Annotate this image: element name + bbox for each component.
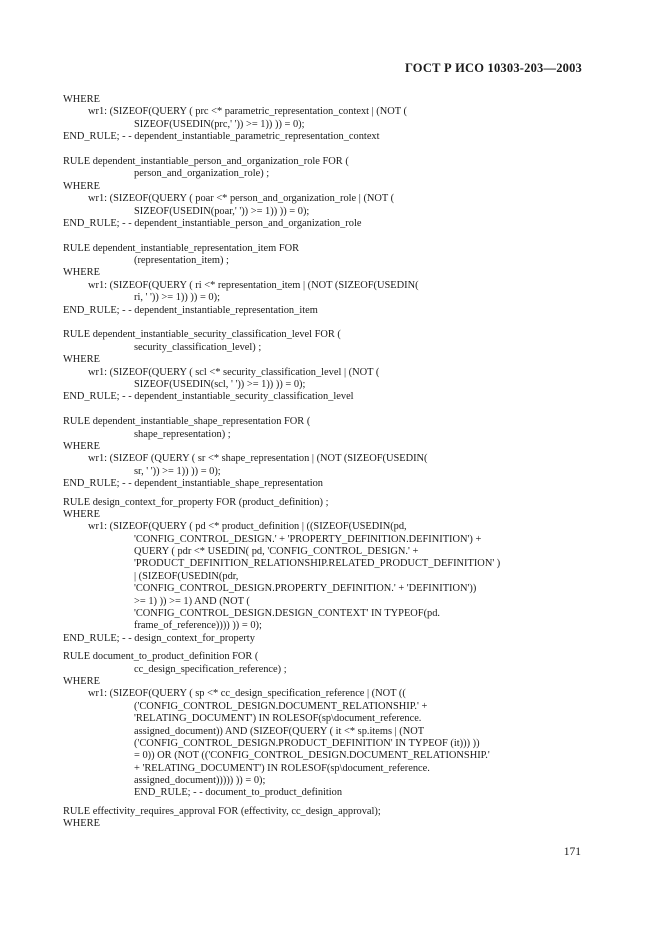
code-line: + 'RELATING_DOCUMENT') IN ROLESOF(sp\document_reference. [134, 762, 430, 774]
code-line: 'PRODUCT_DEFINITION_RELATIONSHIP.RELATED_PRODUCT_DEFINITION' ) [134, 558, 501, 570]
page-header-standard: ГОСТ Р ИСО 10303-203—2003 [404, 61, 582, 75]
code-line: shape_representation) ; [134, 428, 231, 440]
code-line: wr1: (SIZEOF(QUERY ( prc <* parametric_representation_context | (NOT ( [88, 106, 407, 118]
code-line: RULE dependent_instantiable_security_classification_level FOR ( [63, 329, 341, 341]
code-line: END_RULE; - - dependent_instantiable_security_classification_level [63, 391, 354, 403]
code-line: RULE document_to_product_definition FOR ( [63, 651, 259, 663]
code-line: frame_of_reference)))) )) = 0); [134, 620, 262, 632]
code-line: END_RULE; - - dependent_instantiable_person_and_organization_role [63, 217, 362, 229]
code-line: 'RELATING_DOCUMENT') IN ROLESOF(sp\document_reference. [134, 713, 422, 725]
code-line: END_RULE; - - dependent_instantiable_representation_item [63, 304, 318, 316]
code-line: SIZEOF(USEDIN(poar,' ')) >= 1)) )) = 0); [134, 205, 310, 217]
code-line: WHERE [63, 180, 100, 192]
code-line: END_RULE; - - document_to_product_definition [134, 787, 343, 799]
code-line: ('CONFIG_CONTROL_DESIGN.DOCUMENT_RELATIONSHIP.' + [134, 700, 428, 712]
code-line: (representation_item) ; [134, 255, 229, 267]
code-line: RULE dependent_instantiable_shape_representation FOR ( [63, 416, 311, 428]
code-line: END_RULE; - - design_context_for_property [63, 632, 255, 644]
code-line: 'CONFIG_CONTROL_DESIGN.DESIGN_CONTEXT' IN TYPEOF(pd. [134, 608, 441, 620]
code-line: wr1: (SIZEOF(QUERY ( scl <* security_classification_level | (NOT ( [88, 366, 380, 378]
code-line: RULE dependent_instantiable_person_and_organization_role FOR ( [63, 155, 349, 167]
code-line: 'CONFIG_CONTROL_DESIGN.PROPERTY_DEFINITION.' + 'DEFINITION')) [134, 583, 477, 595]
code-line: wr1: (SIZEOF(QUERY ( poar <* person_and_organization_role | (NOT ( [88, 193, 395, 205]
code-line: person_and_organization_role) ; [134, 168, 270, 180]
code-line: >= 1) )) >= 1) AND (NOT ( [134, 595, 250, 607]
code-listing [63, 94, 603, 831]
code-line: QUERY ( pdr <* USEDIN( pd, 'CONFIG_CONTROL_DESIGN.' + [134, 546, 419, 558]
code-line: | (SIZEOF(USEDIN(pdr, [134, 570, 239, 582]
code-line: ('CONFIG_CONTROL_DESIGN.PRODUCT_DEFINITION' IN TYPEOF (it))) )) [134, 737, 480, 749]
code-line: END_RULE; - - dependent_instantiable_shape_representation [63, 478, 323, 490]
code-line: RULE dependent_instantiable_representation_item FOR [63, 242, 300, 254]
code-line: END_RULE; - - dependent_instantiable_parametric_representation_context [63, 131, 380, 143]
code-line: SIZEOF(USEDIN(scl, ' ')) >= 1)) )) = 0); [134, 378, 306, 390]
code-line: sr, ' ')) >= 1)) )) = 0); [134, 465, 221, 477]
code-line: = 0)) OR (NOT (('CONFIG_CONTROL_DESIGN.DOCUMENT_RELATIONSHIP.' [134, 750, 490, 762]
code-line: RULE design_context_for_property FOR (product_definition) ; [63, 496, 329, 508]
code-line: wr1: (SIZEOF (QUERY ( sr <* shape_representation | (NOT (SIZEOF(USEDIN( [88, 453, 428, 465]
code-line: SIZEOF(USEDIN(prc,' ')) >= 1)) )) = 0); [134, 118, 305, 130]
code-line: WHERE [63, 267, 100, 279]
code-line: WHERE [63, 94, 100, 105]
code-line: wr1: (SIZEOF(QUERY ( pd <* product_definition | ((SIZEOF(USEDIN(pd, [88, 521, 407, 533]
code-line: cc_design_specification_reference) ; [134, 663, 287, 675]
code-line: 'CONFIG_CONTROL_DESIGN.' + 'PROPERTY_DEFINITION.DEFINITION') + [134, 533, 482, 545]
code-line: WHERE [63, 675, 100, 687]
code-line: WHERE [63, 818, 100, 830]
code-line: ri, ' ')) >= 1)) )) = 0); [134, 292, 220, 304]
code-line: WHERE [63, 508, 100, 520]
page-number: 171 [563, 846, 581, 858]
code-line: assigned_document))))) )) = 0); [134, 775, 266, 787]
code-line: assigned_document)) AND (SIZEOF(QUERY ( it <* sp.items | (NOT [134, 725, 425, 737]
code-line: security_classification_level) ; [134, 341, 262, 353]
code-line: WHERE [63, 440, 100, 452]
code-line: WHERE [63, 354, 100, 366]
code-line: RULE effectivity_requires_approval FOR (effectivity, cc_design_approval); [63, 805, 381, 817]
code-line: wr1: (SIZEOF(QUERY ( sp <* cc_design_specification_reference | (NOT (( [88, 688, 406, 700]
code-line: wr1: (SIZEOF(QUERY ( ri <* representation_item | (NOT (SIZEOF(USEDIN( [88, 279, 419, 291]
